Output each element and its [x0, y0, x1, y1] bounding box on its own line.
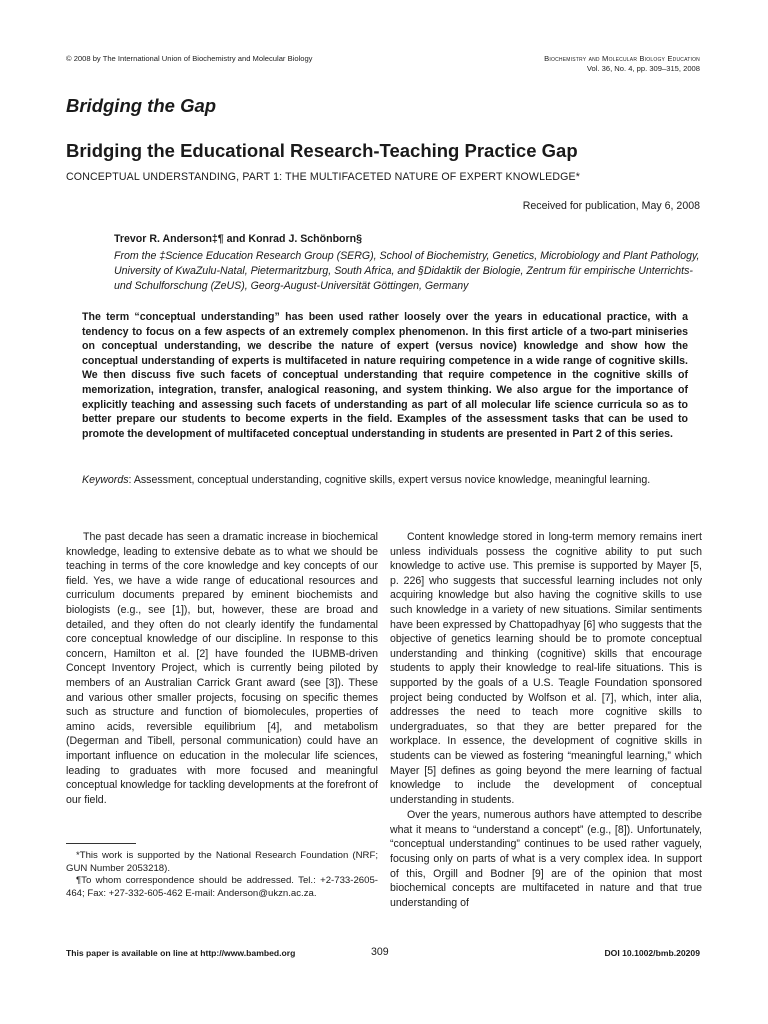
footnote-funding: *This work is supported by the National Research Foundation (NRF; GUN Number 2053218).: [66, 850, 378, 874]
volume-info: Vol. 36, No. 4, pp. 309–315, 2008: [586, 64, 700, 73]
body-paragraph: The past decade has seen a dramatic increase in biochemical knowledge, leading to extensive debate as to what we should be teaching in terms of the core knowledge and key concepts of our field. Yes, we have a wide range of educational resources and curriculum documents prepared by eminent biochemists and biologists (e.g., see [1]), but, however, these are broad and detailed, and they often do not clearly identify the fundamental core conceptual knowledge of our discipline. In response to this concern, Hamilton et al. [2] have founded the IUBMB-driven Concept Inventory Project, which is currently being piloted by members of an Australian Carrick Grant award (see [3]). These and various other smaller projects, focusing on specific themes such as structure and function of biomolecules, properties of amino acids, reversible equilibrium [4], and metabolism (Degerman and Tibell, personal communication) could have an important influence on education in the molecular life sciences, leading to graduates with more focused and meaningful conceptual knowledge for tackling developments at the forefront of our field.: [66, 531, 378, 806]
journal-header: [544, 54, 700, 74]
copyright-notice: © 2008 by The International Union of Biochemistry and Molecular Biology: [66, 54, 313, 63]
received-date: Received for publication, May 6, 2008: [522, 200, 700, 212]
page-number: 309: [371, 946, 389, 958]
right-column: [390, 530, 702, 910]
body-paragraph: Content knowledge stored in long-term memory remains inert unless individuals possess the cognitive ability to put such knowledge to active use. This premise is supported by Mayer [5, p. 226] who suggests that successful learning includes not only acquiring knowledge but also having the cognitive skills to use such knowledge in a variety of new situations. Similar sentiments have been expressed by Chattopadhyay [6] who suggests that the objective of genetics learning should be to promote conceptual understanding and thinking (cognitive) skills that encourage students to apply their knowledge to real-life situations. This is supported by the goals of a U.S. Teagle Foundation sponsored project being conducted by Wolfson et al. [7], which, inter alia, addresses the need to teach more cognitive skills to undergraduates, so that they are better prepared for the workplace. In essence, the development of cognitive skills in students can be viewed as fostering “meaningful learning,” which Mayer [5] defines as going beyond the mere learning of factual knowledge to include the development of conceptual understanding in students.: [390, 531, 702, 806]
left-column: [66, 530, 378, 807]
keywords: [82, 473, 688, 488]
body-paragraph: Over the years, numerous authors have attempted to describe what it means to “understand a concept” (e.g., [8]). Unfortunately, “conceptual understanding” continues to be used rather vaguely, focusing only on parts of what is a very complex idea. In support of this, Orgill and Bodner [9] are of the opinion that most biochemical concepts are multifaceted in nature and that true understanding of: [390, 809, 702, 909]
abstract: The term “conceptual understanding” has been used rather loosely over the years in educational practice, with a tendency to focus on a few aspects of an extremely complex phenomenon. In this first article of a two-part miniseries on conceptual understanding, we describe the nature of expert (versus novice) knowledge and show how the conceptual understanding of experts is multifaceted in nature requiring competence in a wide range of cognitive skills. We then discuss five such facets of conceptual understanding that require competence in the cognitive skills of memorization, integration, transfer, analogical reasoning, and system thinking. We also argue for the importance of explicitly teaching and assessing such facets of understanding as part of all molecular life science curricula so as to better prepare our students to become experts in the field. Examples of the assessment tasks that can be used to promote the development of multifaceted conceptual understanding in students are presented in Part 2 of this series.: [82, 311, 688, 440]
journal-name: Biochemistry and Molecular Biology Education: [544, 54, 700, 63]
keywords-text: : Assessment, conceptual understanding, cognitive skills, expert versus novice knowledge, meaningful learning.: [128, 474, 651, 486]
article-subtitle: CONCEPTUAL UNDERSTANDING, PART 1: THE MULTIFACETED NATURE OF EXPERT KNOWLEDGE*: [66, 171, 580, 183]
section-title: Bridging the Gap: [66, 95, 217, 116]
online-availability: This paper is available on line at http://www.bambed.org: [66, 948, 296, 958]
footnote-divider: [66, 843, 136, 844]
doi: DOI 10.1002/bmb.20209: [604, 948, 700, 958]
article-title: Bridging the Educational Research-Teaching Practice Gap: [66, 140, 578, 161]
author-affiliation: From the ‡Science Education Research Group (SERG), School of Biochemistry, Genetics, Microbiology and Plant Pathology, University of KwaZulu-Natal, Pietermaritzburg, South Africa, and §Didaktik der Biologie, Zentrum für empirische Unterrichts- und Schulforschung (ZeUS), Georg-August-Universität Göttingen, Germany: [114, 250, 700, 292]
footnote-correspondence: ¶To whom correspondence should be addressed. Tel.: +2-733-2605-464; Fax: +27-332-605-462 E-mail: Anderson@ukzn.ac.za.: [66, 875, 378, 899]
footnotes: [66, 850, 378, 900]
keywords-label: Keywords: [82, 474, 129, 486]
author-list: Trevor R. Anderson‡¶ and Konrad J. Schönborn§: [114, 233, 363, 245]
